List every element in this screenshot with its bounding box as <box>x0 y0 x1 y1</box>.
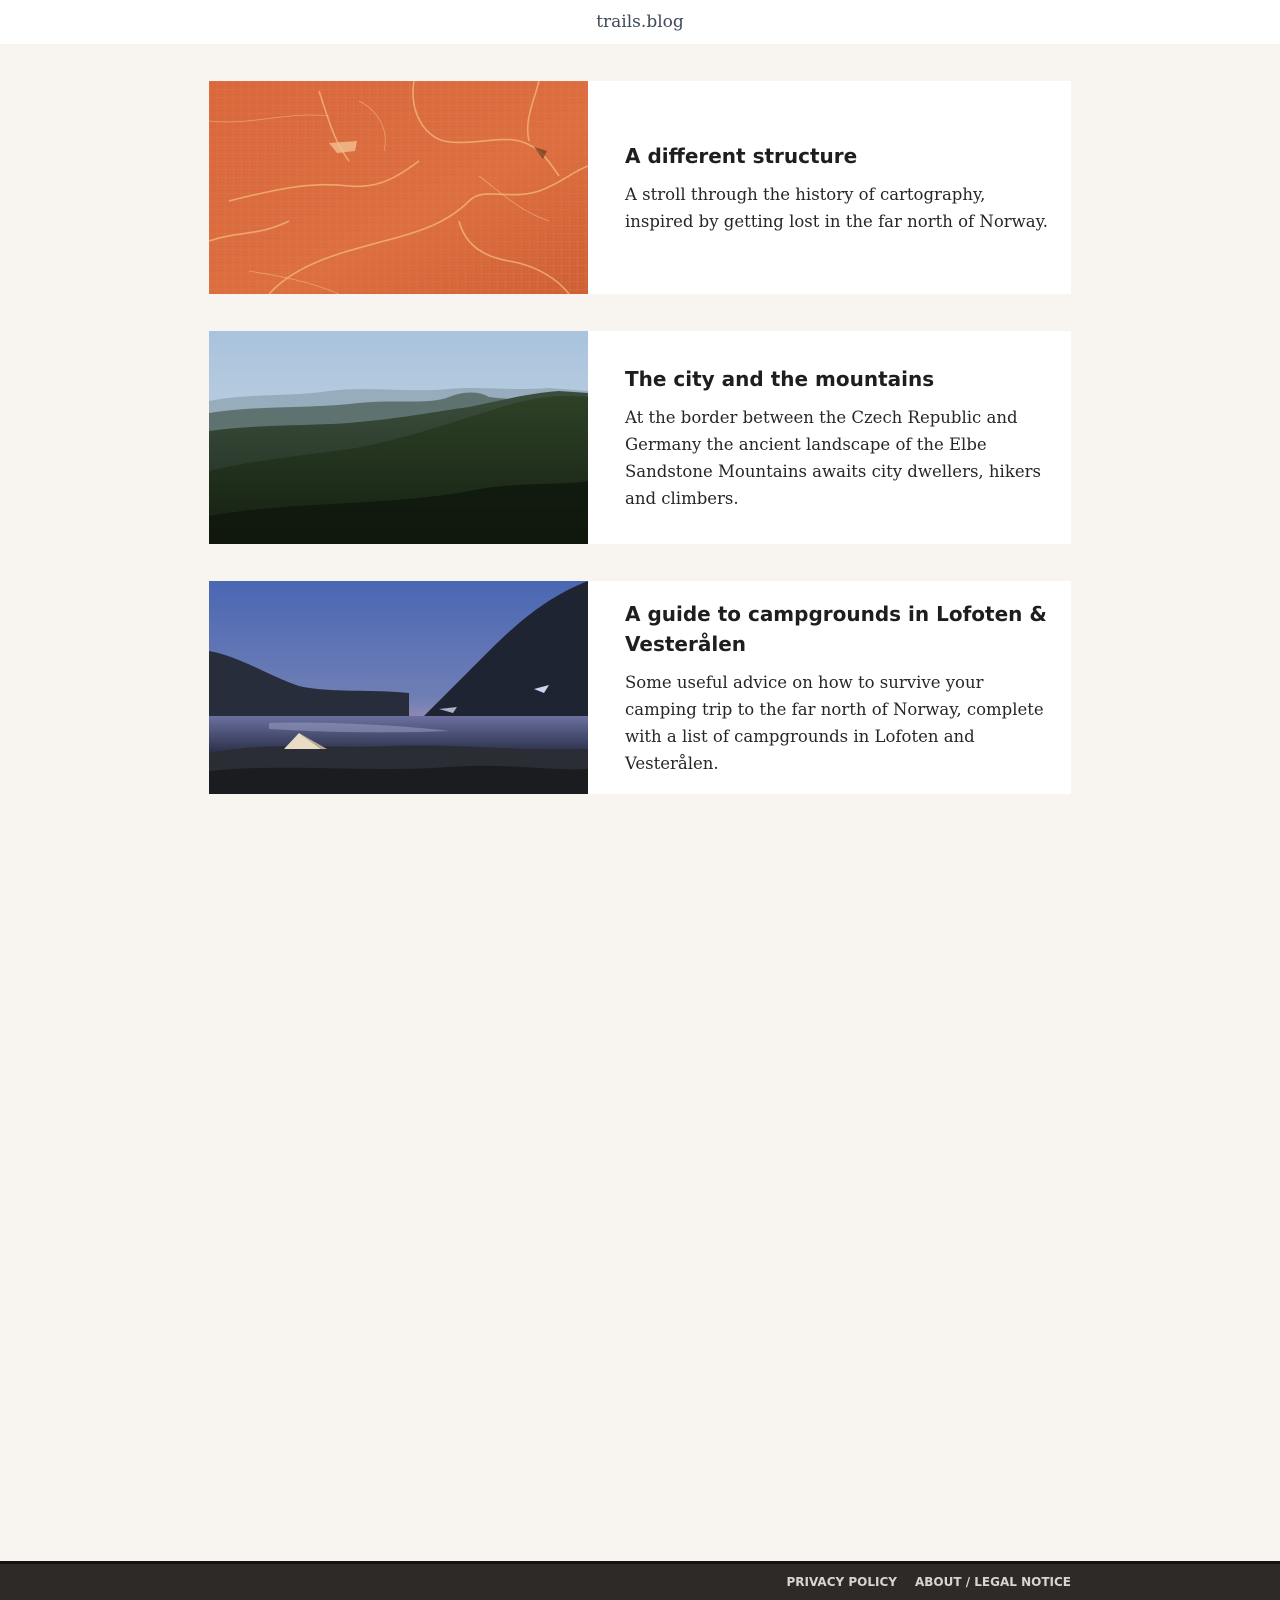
site-footer <box>0 1561 1280 1600</box>
post-excerpt: Some useful advice on how to survive your camping trip to the far north of Norway, complete with a list of campgrounds in Lofoten and Vesterålen. <box>625 672 1044 773</box>
post-thumbnail-map[interactable] <box>209 81 588 294</box>
about-legal-notice-link[interactable]: ABOUT / LEGAL NOTICE <box>914 1575 1071 1589</box>
post-title[interactable]: The city and the mountains <box>625 366 935 391</box>
post-title[interactable]: A different structure <box>625 143 858 168</box>
post-thumbnail-lake[interactable] <box>209 581 588 794</box>
site-header <box>0 0 1280 44</box>
post-card-body <box>588 331 1071 544</box>
orange-topographic-map-image <box>209 81 588 294</box>
post-card-body <box>588 581 1071 794</box>
post-excerpt: A stroll through the history of cartography, inspired by getting lost in the far north of Norway. <box>625 184 1048 231</box>
site-title-link[interactable]: trails.blog <box>596 12 684 32</box>
post-title[interactable]: A guide to campgrounds in Lofoten & Vesterålen <box>625 601 1047 656</box>
post-thumbnail-forest[interactable] <box>209 331 588 544</box>
forested-hills-image <box>209 331 588 544</box>
post-excerpt: At the border between the Czech Republic and Germany the ancient landscape of the Elbe Sandstone Mountains awaits city dwellers, hikers and climbers. <box>625 407 1041 508</box>
lake-tent-dusk-image <box>209 581 588 794</box>
privacy-policy-link[interactable]: PRIVACY POLICY <box>786 1575 897 1589</box>
post-card-city-mountains[interactable] <box>209 331 1071 544</box>
post-card-different-structure[interactable] <box>209 81 1071 294</box>
post-list <box>209 81 1071 831</box>
post-card-body <box>588 81 1071 294</box>
post-card-lofoten-campgrounds[interactable] <box>209 581 1071 794</box>
